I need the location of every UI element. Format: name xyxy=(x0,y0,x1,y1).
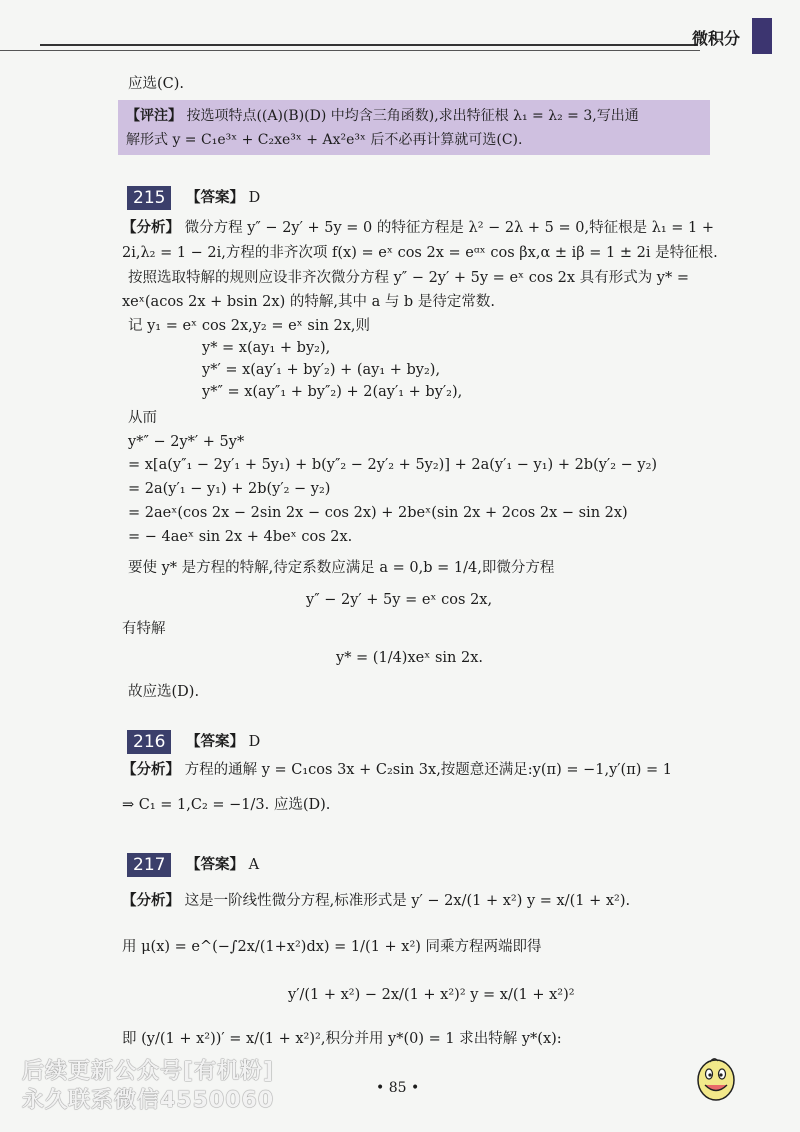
text-line: y* = x(ay₁ + by₂), xyxy=(202,340,331,356)
text-line: 故应选(D). xyxy=(128,684,200,700)
text-line: 即 (y/(1 + x²))′ = x/(1 + x²)²,积分并用 y*(0) = 1 求出特解 y*(x): xyxy=(122,1031,562,1047)
analysis-line xyxy=(122,760,672,780)
text-line: 有特解 xyxy=(122,621,166,637)
text-line: = x[a(y″₁ − 2y′₁ + 5y₁) + b(y″₂ − 2y′₂ + 5y₂)] + 2a(y′₁ − y₁) + 2b(y′₂ − y₂) xyxy=(128,457,658,473)
text-line: 这是一阶线性微分方程,标准形式是 y′ − 2x/(1 + x²) y = x/(1 + x²). xyxy=(184,893,631,909)
answer-label: 【答案】 xyxy=(186,733,244,750)
text-line: y* = (1/4)xeˣ sin 2x. xyxy=(336,650,484,666)
text-line: = 2a(y′₁ − y₁) + 2b(y′₂ − y₂) xyxy=(128,481,331,497)
analysis-label: 【分析】 xyxy=(122,219,180,236)
header-title: 微积分 xyxy=(692,29,741,48)
text-line: xeˣ(acos 2x + bsin 2x) 的特解,其中 a 与 b 是待定常数. xyxy=(122,294,495,310)
text-line: y″ − 2y′ + 5y = eˣ cos 2x, xyxy=(306,592,493,608)
text-line: = − 4aeˣ sin 2x + 4beˣ cos 2x. xyxy=(128,529,353,545)
text-line: y′/(1 + x²) − 2x/(1 + x²)² y = x/(1 + x²)² xyxy=(288,987,575,1003)
analysis-line xyxy=(122,891,630,911)
page-number: • 85 • xyxy=(376,1080,420,1096)
answer-label: 【答案】 xyxy=(186,189,244,206)
text-line: ⇒ C₁ = 1,C₂ = −1/3. 应选(D). xyxy=(122,797,331,813)
analysis-line xyxy=(122,218,714,238)
note-label: 【评注】 xyxy=(126,108,182,124)
answer-value: A xyxy=(248,857,260,873)
header-tab-marker xyxy=(752,18,772,54)
text-line: 微分方程 y″ − 2y′ + 5y = 0 的特征方程是 λ² − 2λ + 5 = 0,特征根是 λ₁ = 1 + xyxy=(184,220,715,236)
text-line: 记 y₁ = eˣ cos 2x,y₂ = eˣ sin 2x,则 xyxy=(128,318,370,334)
analysis-label: 【分析】 xyxy=(122,892,180,909)
text-line: 用 μ(x) = e^(−∫2x/(1+x²)dx) = 1/(1 + x²) 同乘方程两端即得 xyxy=(122,939,542,955)
note-text-1: 按选项特点((A)(B)(D) 中均含三角函数),求出特征根 λ₁ = λ₂ = 3,写出通 xyxy=(186,108,639,124)
note-line-2: 解形式 y = C₁e³ˣ + C₂xe³ˣ + Ax²e³ˣ 后不必再计算就可选(C). xyxy=(126,132,523,148)
watermark-line-1: 后续更新公众号[有机粉] xyxy=(22,1059,275,1084)
note-box xyxy=(118,100,710,155)
header-rule xyxy=(40,44,698,46)
problem-number-215: 215 xyxy=(127,186,171,210)
answer-line-217 xyxy=(186,855,259,875)
note-line-1 xyxy=(126,106,639,126)
answer-label: 【答案】 xyxy=(186,856,244,873)
text-line: 按照选取特解的规则应设非齐次微分方程 y″ − 2y′ + 5y = eˣ cos 2x 具有形式为 y* = xyxy=(128,270,690,286)
watermark-line-2: 永久联系微信4550060 xyxy=(22,1088,275,1113)
text-line: y*′ = x(ay′₁ + by′₂) + (ay₁ + by₂), xyxy=(202,362,441,378)
answer-line-216 xyxy=(186,732,260,752)
smiley-icon xyxy=(694,1054,738,1102)
top-answer-line: 应选(C). xyxy=(128,76,185,92)
text-line: y*″ = x(ay″₁ + by″₂) + 2(ay′₁ + by′₂), xyxy=(202,384,463,400)
text-line: y*″ − 2y*′ + 5y* xyxy=(128,434,245,450)
answer-line-215 xyxy=(186,188,260,208)
text-line: 要使 y* 是方程的特解,待定系数应满足 a = 0,b = 1/4,即微分方程 xyxy=(128,560,555,576)
text-line: = 2aeˣ(cos 2x − 2sin 2x − cos 2x) + 2beˣ(sin 2x + 2cos 2x − sin 2x) xyxy=(128,505,628,521)
text-line: 方程的通解 y = C₁cos 3x + C₂sin 3x,按题意还满足:y(π) = −1,y′(π) = 1 xyxy=(184,762,672,778)
problem-number-217: 217 xyxy=(127,853,171,877)
problem-number-216: 216 xyxy=(127,730,171,754)
header-rule-thin xyxy=(0,50,700,51)
analysis-label: 【分析】 xyxy=(122,761,180,778)
text-line: 从而 xyxy=(128,410,157,426)
text-line: 2i,λ₂ = 1 − 2i,方程的非齐次项 f(x) = eˣ cos 2x = eᵅˣ cos βx,α ± iβ = 1 ± 2i 是特征根. xyxy=(122,245,718,261)
answer-value: D xyxy=(248,734,261,750)
answer-value: D xyxy=(248,190,261,206)
